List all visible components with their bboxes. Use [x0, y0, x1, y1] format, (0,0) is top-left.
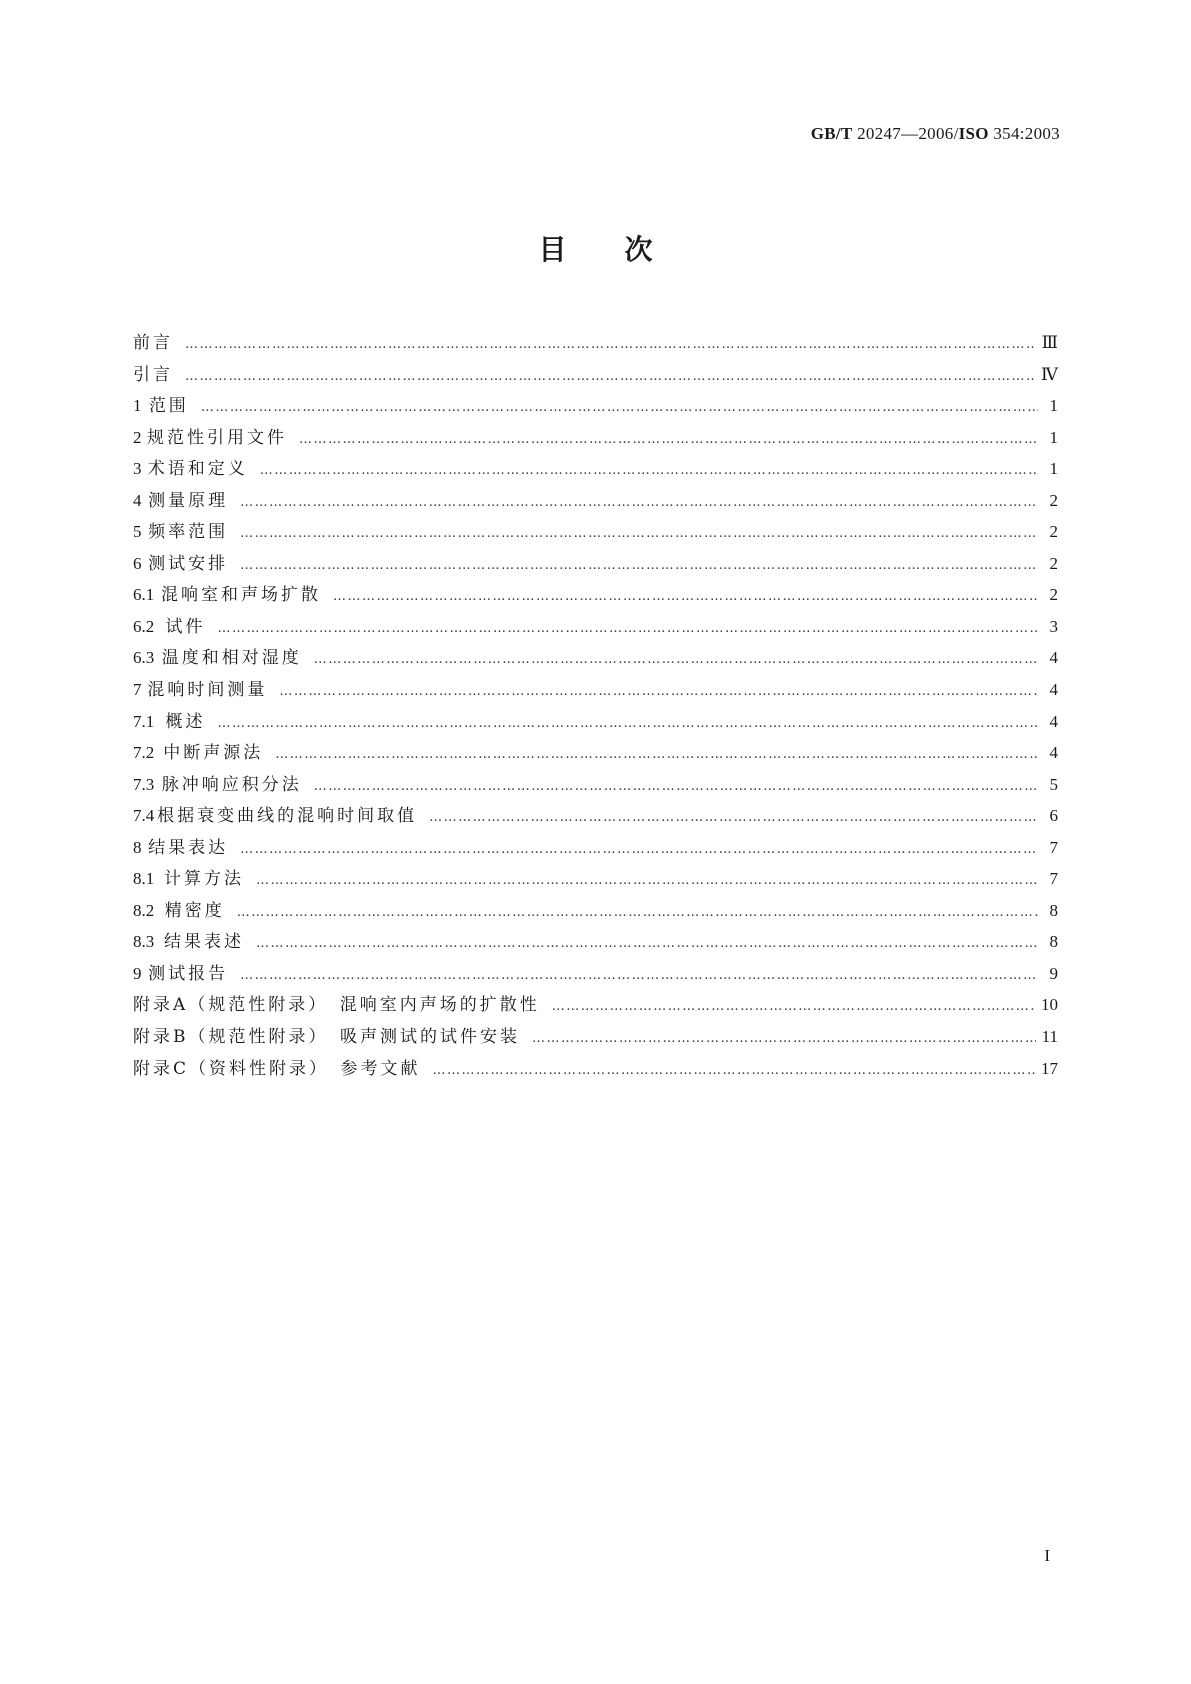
standard-number	[811, 124, 1060, 144]
toc-entry-page: 2	[1049, 553, 1058, 573]
toc-dot-leader	[429, 810, 1038, 825]
toc-entry[interactable]	[133, 549, 1058, 581]
table-of-contents	[133, 328, 1058, 1085]
toc-entry-page: 3	[1049, 616, 1058, 636]
toc-dot-leader	[314, 779, 1038, 794]
toc-dot-leader	[256, 936, 1038, 951]
toc-entry[interactable]	[133, 896, 1058, 928]
toc-entry-number: 1	[133, 396, 142, 416]
toc-dot-leader	[240, 495, 1038, 510]
toc-entry-page: 1	[1049, 396, 1058, 416]
toc-entry-page: 6	[1049, 806, 1058, 826]
toc-entry-label: 概述	[165, 711, 206, 732]
toc-entry-page: 4	[1049, 680, 1058, 700]
toc-entry[interactable]	[133, 643, 1058, 675]
toc-entry-label: 中断声源法	[163, 743, 264, 764]
toc-dot-leader	[532, 1031, 1036, 1046]
toc-entry[interactable]	[133, 454, 1058, 486]
page-number: I	[1044, 1546, 1050, 1565]
toc-entry-label: 测试安排	[148, 553, 229, 574]
toc-entry-label: 附录C（资料性附录） 参考文献	[133, 1058, 421, 1079]
toc-dot-leader	[185, 369, 1035, 384]
toc-entry-page: 8	[1049, 900, 1058, 920]
toc-entry-page: 4	[1049, 711, 1058, 731]
toc-dot-leader	[185, 337, 1036, 352]
iso-code-prefix: ISO	[958, 124, 989, 143]
toc-entry-label: 试件	[165, 616, 206, 637]
toc-entry-label: 混响室和声场扩散	[160, 585, 321, 606]
toc-entry-number: 9	[133, 963, 142, 983]
toc-entry-number: 8.1	[133, 869, 155, 889]
toc-entry-page: 10	[1041, 995, 1058, 1015]
toc-entry[interactable]	[133, 801, 1058, 833]
toc-entry[interactable]	[133, 423, 1058, 455]
toc-dot-leader	[333, 589, 1038, 604]
toc-entry-label: 频率范围	[148, 522, 229, 543]
toc-entry-label: 测试报告	[148, 963, 229, 984]
toc-entry-page: 4	[1049, 743, 1058, 763]
toc-entry-label: 测量原理	[148, 490, 229, 511]
toc-entry[interactable]	[133, 391, 1058, 423]
toc-entry-label: 规范性引用文件	[146, 427, 287, 448]
toc-entry[interactable]	[133, 612, 1058, 644]
toc-entry-page: 17	[1041, 1058, 1058, 1078]
toc-entry-page: 9	[1049, 963, 1058, 983]
toc-entry-label: 精密度	[164, 900, 225, 921]
toc-entry[interactable]	[133, 517, 1058, 549]
standard-code-prefix: GB/T	[810, 124, 853, 143]
toc-entry[interactable]	[133, 675, 1058, 707]
toc-entry-number: 8.2	[133, 900, 155, 920]
toc-dot-leader	[256, 873, 1038, 888]
toc-entry-label: 温度和相对湿度	[161, 648, 302, 669]
toc-entry-number: 6	[133, 553, 142, 573]
toc-entry[interactable]	[133, 738, 1058, 770]
toc-entry-label: 前言	[133, 333, 173, 353]
toc-entry[interactable]	[133, 328, 1058, 360]
toc-entry-page: 2	[1049, 522, 1058, 542]
toc-entry-number: 7.2	[133, 743, 155, 763]
toc-entry-number: 7.3	[133, 774, 155, 794]
toc-entry-label: 结果表达	[148, 837, 229, 858]
toc-entry[interactable]	[133, 486, 1058, 518]
toc-dot-leader	[240, 558, 1038, 573]
toc-dot-leader	[240, 526, 1038, 541]
toc-dot-leader	[314, 652, 1038, 667]
toc-entry-number: 4	[133, 490, 142, 510]
toc-dot-leader	[240, 968, 1038, 983]
toc-entry[interactable]	[133, 360, 1058, 392]
toc-dot-leader	[299, 432, 1038, 447]
toc-entry-page: 7	[1049, 837, 1058, 857]
toc-entry-label: 混响时间测量	[147, 680, 268, 701]
toc-entry-number: 7.1	[133, 711, 155, 731]
page-title: 目次	[538, 233, 711, 266]
toc-entry[interactable]	[133, 707, 1058, 739]
toc-entry-number: 2	[133, 427, 142, 447]
toc-entry-label: 结果表述	[164, 932, 245, 953]
toc-entry-number: 3	[133, 459, 142, 479]
toc-entry-label: 引言	[133, 364, 173, 385]
toc-entry-number: 6.3	[133, 648, 155, 668]
toc-dot-leader	[237, 905, 1038, 920]
toc-entry[interactable]	[133, 833, 1058, 865]
toc-dot-leader	[218, 621, 1038, 636]
toc-dot-leader	[260, 463, 1038, 478]
toc-entry-page: Ⅲ	[1041, 333, 1058, 352]
toc-dot-leader	[552, 999, 1035, 1014]
toc-entry-number: 5	[133, 522, 142, 542]
toc-entry-label: 脉冲响应积分法	[161, 774, 302, 795]
toc-entry[interactable]	[133, 770, 1058, 802]
toc-dot-leader	[218, 716, 1038, 731]
toc-entry-label: 术语和定义	[147, 459, 248, 480]
toc-entry[interactable]	[133, 959, 1058, 991]
toc-entry-number: 6.1	[133, 585, 155, 605]
toc-entry-number: 7	[133, 680, 142, 700]
toc-dot-leader	[433, 1063, 1035, 1078]
toc-entry-label: 根据衰变曲线的混响时间取值	[157, 806, 418, 827]
toc-dot-leader	[279, 684, 1038, 699]
toc-entry-number: 8.3	[133, 932, 155, 952]
toc-entry-page: 4	[1049, 648, 1058, 668]
toc-entry-page: 11	[1041, 1027, 1058, 1047]
toc-entry-label: 计算方法	[164, 869, 245, 890]
toc-dot-leader	[275, 747, 1038, 762]
toc-entry-page: 8	[1049, 932, 1058, 952]
toc-entry-number: 7.4	[133, 806, 155, 826]
toc-entry-number: 6.2	[133, 616, 155, 636]
toc-entry-page: 1	[1049, 427, 1058, 447]
toc-entry-page: 2	[1049, 585, 1058, 605]
toc-entry[interactable]	[133, 864, 1058, 896]
toc-entry[interactable]	[133, 1022, 1058, 1054]
toc-entry-page: Ⅳ	[1041, 364, 1058, 384]
toc-entry[interactable]	[133, 580, 1058, 612]
toc-entry-page: 5	[1049, 774, 1058, 794]
toc-dot-leader	[240, 842, 1038, 857]
toc-entry[interactable]	[133, 990, 1058, 1022]
iso-code-number: 354:2003	[988, 124, 1060, 143]
toc-entry[interactable]	[133, 1054, 1058, 1086]
toc-entry-label: 范围	[148, 396, 189, 417]
toc-entry-number: 8	[133, 837, 142, 857]
toc-entry-label: 附录A（规范性附录） 混响室内声场的扩散性	[133, 995, 540, 1016]
toc-entry-label: 附录B（规范性附录） 吸声测试的试件安装	[133, 1027, 520, 1048]
toc-entry[interactable]	[133, 927, 1058, 959]
standard-code-number: 20247—2006/	[852, 124, 959, 143]
toc-entry-page: 7	[1049, 869, 1058, 889]
toc-entry-page: 2	[1049, 490, 1058, 510]
toc-entry-page: 1	[1049, 459, 1058, 479]
toc-dot-leader	[201, 400, 1038, 415]
